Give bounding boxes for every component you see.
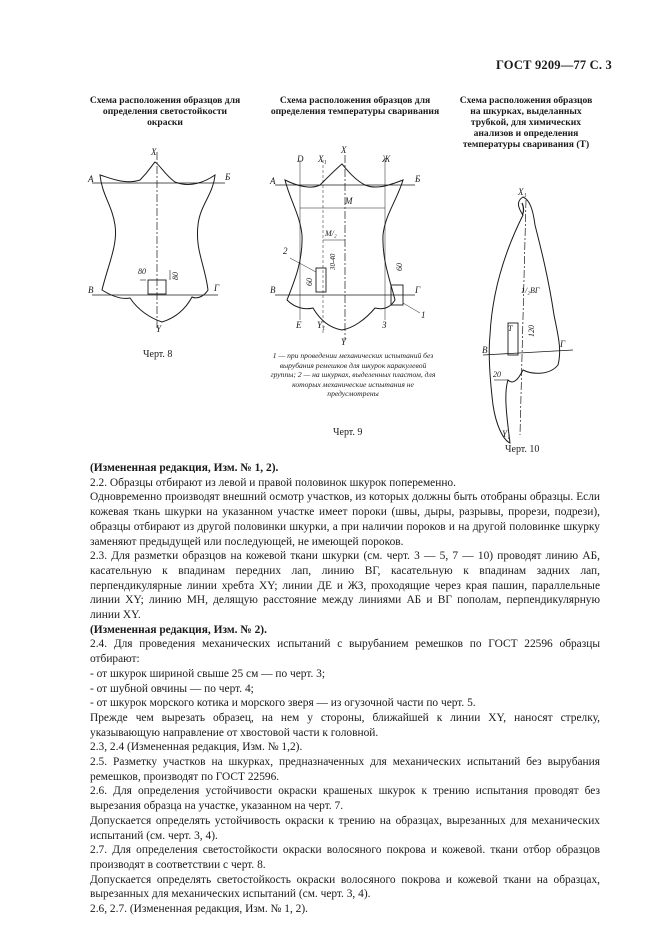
fig9-letter-m: М [345,196,353,206]
para-0: (Измененная редакция, Изм. № 1, 2). [90,462,279,474]
fig8-diagram [80,140,240,340]
fig10-letter-x1: X₁ [518,187,527,197]
fig8-caption: Схема расположения образцов для определения светостойкости окраски [89,95,241,128]
fig10-dim-20: 20 [493,370,501,379]
fig9-note: 1 — при проведении механических испытаний без вырубания ремешков для шкурок каракулевой группы; 2 — на шкурках, выделенных пластом, для которых механические испытания не предусмотрены [270,351,436,399]
para-4: (Измененная редакция, Изм. № 2). [90,623,267,636]
fig9-dim-60b: 60 [395,263,404,271]
fig8-label: Черт. 8 [143,349,173,360]
fig8-dim-2: 80 [171,272,180,280]
fig8-letter-a: А [88,174,94,184]
para-10: 2.3, 2.4 (Измененная редакция, Изм. № 1,2). [90,741,303,754]
para-3: 2.3. Для разметки образцов на кожевой ткани шкурки (см. черт. 3 — 5, 7 — 10) проводят линию АБ, касательную к впадинам передних лап, линию ВГ, касательную к впадинам задних лап, перпендикулярные линии хребта XY; линии ДЕ и ЖЗ, проходящие через края пашин, параллельные линии XY; линию МН, делящую расстояние между линиями АБ и ВГ пополам, перпендикулярную линии XY. [90,550,600,622]
page-header: ГОСТ 9209—77 С. 3 [495,58,612,72]
fig9-dim-3040: 30-40 [329,253,337,270]
para-16: 2.6, 2.7. (Измененная редакция, Изм. № 1, 2). [90,903,308,916]
fig8-letter-y: Y [156,324,162,334]
fig9-letter-y1: Y₁ [317,320,326,330]
fig9-letter-x: X [341,145,347,155]
fig9-dim-60a: 60 [305,278,314,286]
fig8-letter-b: Б [225,172,231,182]
fig8-dim-1: 80 [138,267,146,276]
para-14: 2.7. Для определения светостойкости окраски волосяного покрова и кожевой. ткани отбор образцов производят в соответствии с черт. 8. [90,844,600,871]
fig9-callout-1: 1 [421,310,426,320]
fig8-letter-x: X [151,147,157,157]
fig10-letter-t: T [508,324,513,333]
para-1: 2.2. Образцы отбирают из левой и правой половинок шкурок попеременно. [90,476,456,489]
fig10-dim-half: 1/₂ВГ [521,286,540,295]
fig9-callout-2: 2 [283,246,288,256]
para-12: 2.6. Для определения устойчивости окраски крашеных шкурок к трению испытания проводят без вырезания образца на участке, указанном на черт. 7. [90,785,600,813]
fig9-diagram [265,140,445,350]
para-11: 2.5. Разметку участков на шкурках, предназначенных для механических испытаний без вырубания ремешков, производят по ГОСТ 22596. [90,756,600,783]
para-9: Прежде чем вырезать образец, на нем у стороны, ближайшей к линии XY, наносят стрелку, указывающую направление от хвостовой части к головной. [90,711,600,739]
fig9-letter-b: Б [415,174,421,184]
fig10-letter-v: В [482,345,488,355]
fig9-letter-e: Е [296,320,302,330]
fig9-letter-z: З [382,320,387,330]
fig8-letter-v: В [88,285,94,295]
fig9-letter-v: В [270,285,276,295]
fig9-caption: Схема расположения образцов для определения температуры сваривания [270,95,440,117]
fig9-letter-a: А [270,176,276,186]
body-text [90,461,600,917]
para-5: 2.4. Для проведения механических испытаний с вырубанием ремешков по ГОСТ 22596 образцы отбирают: [90,638,600,666]
fig10-dim-120: 120 [527,325,536,337]
fig10-label: Черт. 10 [505,444,540,455]
fig9-letter-zh: Ж [382,154,391,164]
fig10-diagram [478,185,588,445]
fig8-letter-g: Г [214,283,220,293]
para-13: Допускается определять устойчивость окраски к трению на образцах, вырезанных для механических испытаний (см. черт. 3, 4). [90,814,600,842]
para-6: - от шкурок шириной свыше 25 см — по черт. 3; [90,667,326,680]
para-7: - от шубной овчины — по черт. 4; [90,682,254,695]
fig9-letter-y: Y [341,337,347,347]
fig10-letter-y1: Y₁ [502,429,511,439]
fig9-label: Черт. 9 [333,427,363,438]
fig9-letter-d: D [297,154,304,164]
fig10-caption: Схема расположения образцов на шкурках, выделанных трубкой, для химических анализов и определения температуры сваривания (Т) [459,95,593,150]
fig9-dim-m2: M/₂ [325,229,337,238]
fig9-letter-x1: X₁ [318,154,327,164]
fig9-letter-g: Г [415,285,421,295]
para-2: Одновременно производят внешний осмотр участков, из которых должны быть отобраны образцы. Если кожевая ткань шкурки на указанном участке имеет пороки (швы, дыры, разрывы, прорези, подрези), образцы отбирают из другой половинки шкурки, а при наличии пороков и на другой половинке шкурку заменяют предыдущей или последующей, не имеющей пороков. [90,491,600,548]
para-15: Допускается определять светостойкость окраски волосяного покрова и кожевой ткани на образцах, вырезанных для механических испытаний (см. черт. 3, 4). [90,873,600,901]
para-8: - от шкурок морского котика и морского зверя — из огузочной части по черт. 5. [90,697,476,710]
fig10-letter-g: Г [560,339,566,349]
